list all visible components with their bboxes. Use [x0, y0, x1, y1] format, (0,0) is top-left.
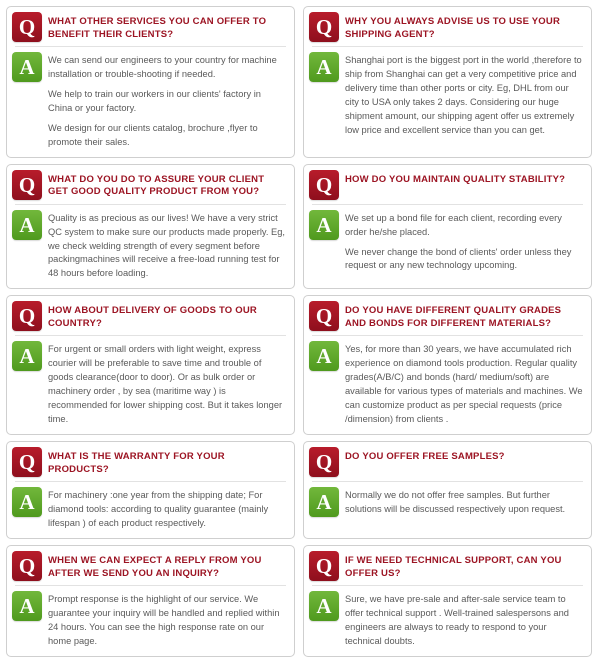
faq-answer-text: [345, 336, 591, 434]
question-badge-icon: Q: [12, 170, 42, 200]
faq-answer-text: [345, 482, 591, 524]
faq-answer-text: [345, 47, 591, 145]
faq-question-text: WHY YOU ALWAYS ADVISE US TO USE YOUR SHIPPING AGENT?: [345, 16, 561, 40]
faq-answer-line: [304, 47, 591, 145]
faq-answer-paragraph: We help to train our workers in our clients' factory in China or your factory.: [48, 88, 261, 113]
faq-answer-line: [7, 482, 294, 538]
faq-question-text: WHAT OTHER SERVICES YOU CAN OFFER TO BENEFIT THEIR CLIENTS?: [48, 16, 267, 40]
faq-card-7: [6, 441, 295, 539]
answer-badge-icon: A: [309, 52, 339, 82]
question-badge-icon: Q: [12, 551, 42, 581]
faq-answer-paragraph: Prompt response is the highlight of our service. We guarantee your inquiry will be handled and replied within 24 hours. You can see the high response rate on our home page.: [48, 593, 280, 646]
question-badge-icon: Q: [12, 12, 42, 42]
faq-answer-text: [48, 205, 294, 289]
faq-answer-paragraph: For urgent or small orders with light weight, express courier will be preferable to save time and trouble of goods clearance(door to door). Or as bulk order or machinery order , by sea (maritime way ) is recommended for lower shipping cost. But it takes longer time.: [48, 344, 283, 424]
answer-badge-icon: A: [309, 487, 339, 517]
answer-badge-icon: A: [309, 591, 339, 621]
faq-answer-paragraph: We set up a bond file for each client, recording every order he/she placed.: [345, 212, 562, 237]
faq-row-4: [6, 441, 594, 539]
faq-question-text: HOW DO YOU MAINTAIN QUALITY STABILITY?: [345, 173, 566, 185]
faq-answer-paragraph: We never change the bond of clients' order unless they request or any new technology upcoming.: [345, 246, 572, 271]
faq-card-10: [303, 545, 592, 657]
faq-question-text: WHAT IS THE WARRANTY FOR YOUR PRODUCTS?: [48, 450, 225, 475]
answer-badge-icon: A: [12, 341, 42, 371]
answer-badge-icon: A: [12, 487, 42, 517]
faq-card-3: [6, 164, 295, 290]
faq-question-line: [304, 442, 591, 481]
faq-answer-text: [345, 586, 591, 656]
faq-answer-paragraph: Shanghai port is the biggest port in the world ,therefore to ship from Shanghai can get a very competitive price and delivery time than other ports or city. Eg, DHL from our city to USA only takes 2 days. Considering our huge shipment amount, our shipping agent offer us extremely low price and excellent service than you can get.: [345, 55, 582, 135]
question-badge-icon: Q: [309, 551, 339, 581]
faq-answer-paragraph: For machinery :one year from the shipping date; For diamond tools: according to quality guarantee (mainly lifespan ) of each product respectively.: [48, 489, 269, 528]
faq-question-text: IF WE NEED TECHNICAL SUPPORT, CAN YOU OFFER US?: [345, 554, 562, 579]
faq-question-line: [304, 7, 591, 46]
faq-answer-paragraph: We design for our clients catalog, brochure ,flyer to promote their sales.: [48, 122, 258, 147]
question-badge-icon: Q: [12, 301, 42, 331]
faq-card-2: [303, 6, 592, 158]
faq-answer-line: [304, 205, 591, 281]
faq-card-8: [303, 441, 592, 539]
faq-answer-text: [345, 205, 591, 281]
faq-question-line: [7, 165, 294, 204]
faq-card-9: [6, 545, 295, 657]
question-badge-icon: Q: [309, 170, 339, 200]
answer-badge-icon: A: [12, 591, 42, 621]
faq-question-line: [304, 296, 591, 335]
question-badge-icon: Q: [309, 301, 339, 331]
faq-question-line: [304, 546, 591, 585]
faq-answer-paragraph: We can send our engineers to your country for machine installation or trouble-shooting if needed.: [48, 55, 277, 79]
question-badge-icon: Q: [309, 447, 339, 477]
faq-question-text: DO YOU HAVE DIFFERENT QUALITY GRADES AND BONDS FOR DIFFERENT MATERIALS?: [345, 305, 562, 330]
faq-question-text: WHEN WE CAN EXPECT A REPLY FROM YOU AFTER WE SEND YOU AN INQUIRY?: [48, 554, 262, 579]
faq-row-5: [6, 545, 594, 657]
faq-answer-line: [304, 586, 591, 656]
question-badge-icon: Q: [12, 447, 42, 477]
faq-answer-paragraph: Yes, for more than 30 years, we have accumulated rich experience on diamond tools production. Regular quality grades(A/B/C) and bonds (hard/ medium/soft) are available for various types of materials and machines. We can customize product as per special requests (price /dimension) from clients .: [345, 344, 583, 424]
faq-answer-paragraph: Quality is as precious as our lives! We have a very strict QC system to make sure our products made properly. Eg, we check welding strength of every segment before packingmachines will receive a free-load running test for 48 hours before loading.: [48, 212, 285, 279]
faq-row-1: [6, 6, 594, 158]
faq-question-line: [7, 546, 294, 585]
faq-question-text: WHAT DO YOU DO TO ASSURE YOUR CLIENT GET GOOD QUALITY PRODUCT FROM YOU?: [48, 173, 265, 198]
faq-answer-line: [7, 336, 294, 434]
faq-answer-line: [7, 47, 294, 157]
faq-answer-line: [7, 205, 294, 289]
faq-question-line: [7, 7, 294, 46]
faq-answer-paragraph: Normally we do not offer free samples. But further solutions will be discussed respectively upon request.: [345, 489, 566, 514]
faq-card-4: [303, 164, 592, 290]
faq-card-1: [6, 6, 295, 158]
faq-answer-text: [48, 482, 294, 538]
faq-answer-line: [304, 336, 591, 434]
faq-question-text: HOW ABOUT DELIVERY OF GOODS TO OUR COUNTRY?: [48, 305, 257, 330]
answer-badge-icon: A: [12, 52, 42, 82]
answer-badge-icon: A: [309, 341, 339, 371]
faq-card-6: [303, 295, 592, 435]
faq-answer-text: [48, 47, 294, 157]
faq-answer-line: [304, 482, 591, 524]
faq-answer-paragraph: Sure, we have pre-sale and after-sale service team to offer technical support . Well-trained salespersons and engineers are always to ready to respond to your technical doubts.: [345, 593, 569, 646]
faq-question-line: [7, 442, 294, 481]
faq-row-3: [6, 295, 594, 435]
answer-badge-icon: A: [309, 210, 339, 240]
faq-card-5: [6, 295, 295, 435]
question-badge-icon: Q: [309, 12, 339, 42]
faq-answer-text: [48, 586, 294, 656]
faq-question-text: DO YOU OFFER FREE SAMPLES?: [345, 450, 505, 462]
faq-answer-text: [48, 336, 294, 434]
faq-question-line: [304, 165, 591, 204]
faq-answer-line: [7, 586, 294, 656]
answer-badge-icon: A: [12, 210, 42, 240]
faq-question-line: [7, 296, 294, 335]
faq-row-2: [6, 164, 594, 290]
